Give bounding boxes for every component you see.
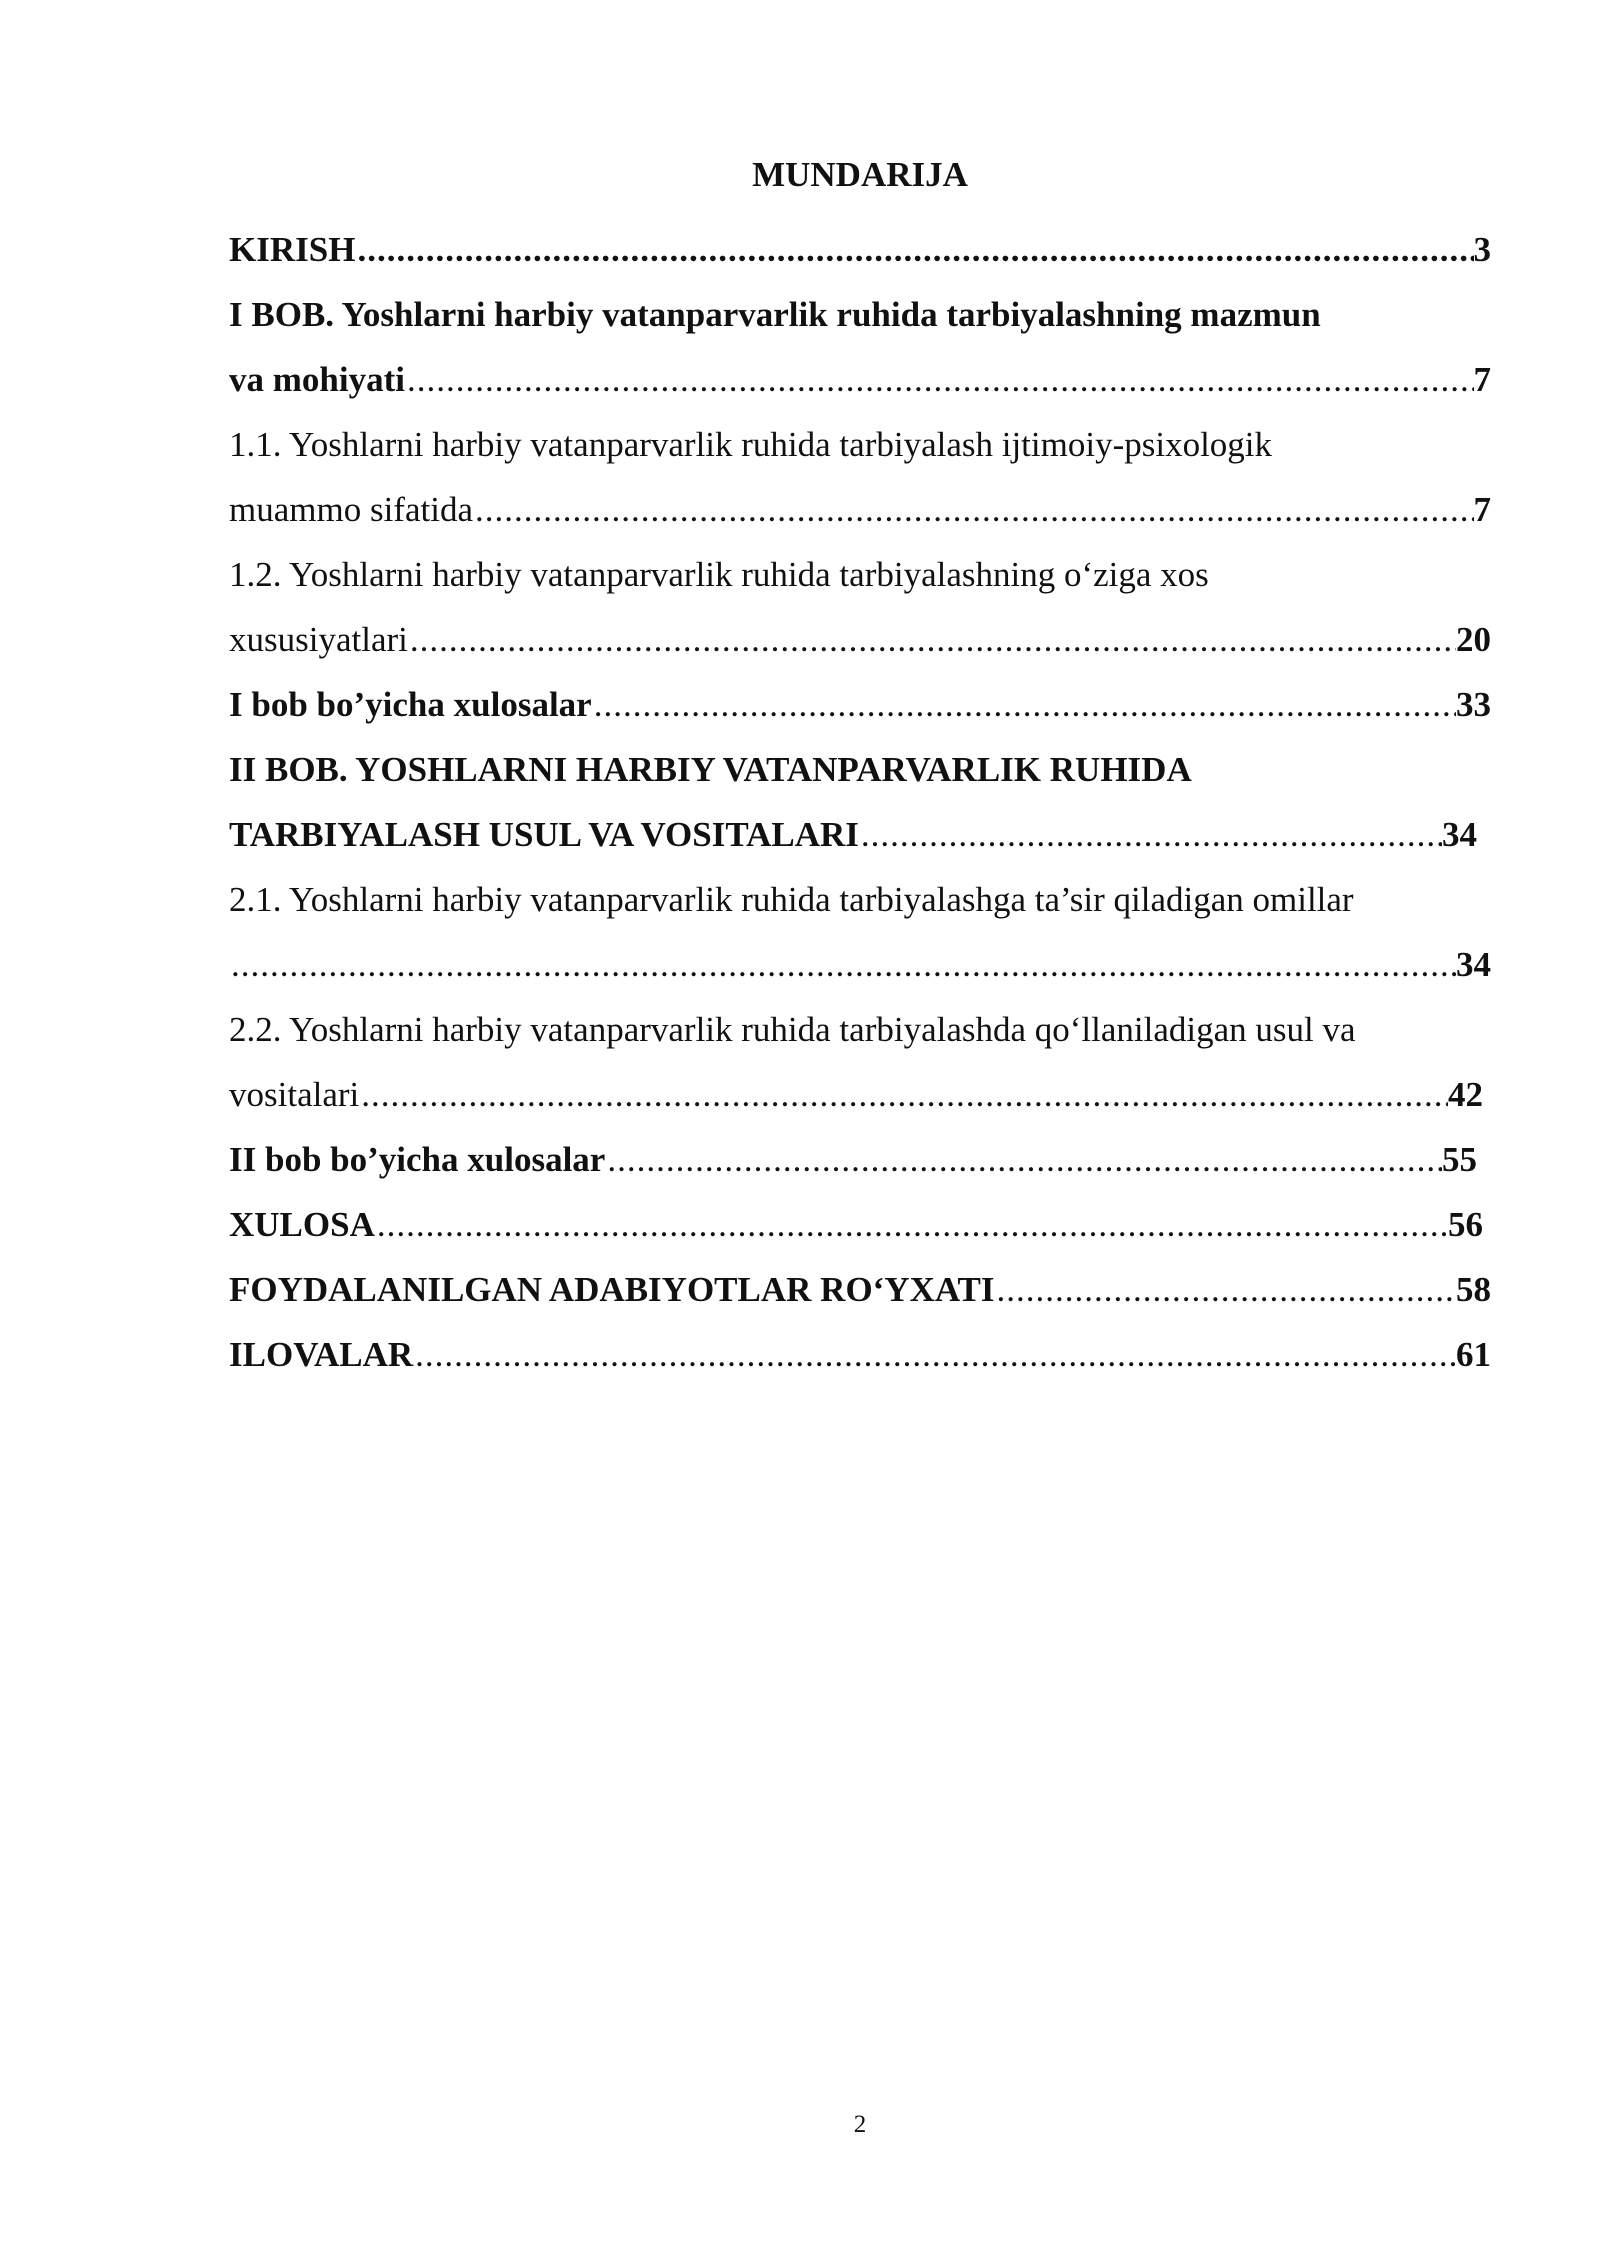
toc-page-number: 34	[1456, 945, 1491, 984]
toc-entry-label: ILOVALAR	[229, 1335, 414, 1374]
toc-title: MUNDARIJA	[752, 155, 968, 194]
toc-page-number: 56	[1448, 1205, 1483, 1244]
toc-entry-bob2-line2[interactable]	[229, 802, 1491, 867]
toc-entry-label: 1.1. Yoshlarni harbiy vatanparvarlik ruhida tarbiyalash ijtimoiy-psixologik	[229, 425, 1273, 464]
table-of-contents	[229, 217, 1491, 1387]
toc-entry-2-2-line1[interactable]	[229, 997, 1491, 1062]
toc-entry-label: II bob bo’yicha xulosalar	[229, 1140, 606, 1179]
dot-leader	[413, 1322, 1456, 1387]
dot-leader	[408, 607, 1456, 672]
toc-entry-xulosa1[interactable]	[229, 672, 1491, 737]
dot-leader	[473, 477, 1474, 542]
toc-entry-label: TARBIYALASH USUL VA VOSITALARI	[229, 815, 859, 854]
toc-page-number: 34	[1442, 815, 1477, 854]
dot-leader	[592, 672, 1456, 737]
dot-leader	[605, 1127, 1442, 1192]
toc-entry-kirish[interactable]	[229, 217, 1491, 282]
toc-entry-label: va mohiyati	[229, 360, 405, 399]
toc-entry-label: muammo sifatida	[229, 490, 473, 529]
toc-entry-label: 1.2. Yoshlarni harbiy vatanparvarlik ruhida tarbiyalashning o‘ziga xos	[229, 555, 1209, 594]
toc-entry-label: II BOB. YOSHLARNI HARBIY VATANPARVARLIK RUHIDA	[229, 750, 1192, 789]
dot-leader	[859, 802, 1442, 867]
toc-entry-label: 2.2. Yoshlarni harbiy vatanparvarlik ruhida tarbiyalashda qo‘llaniladigan usul va	[229, 1010, 1356, 1049]
toc-entry-adabiyotlar[interactable]	[229, 1257, 1491, 1322]
toc-page-number: 33	[1456, 685, 1491, 724]
page-number: 2	[853, 2111, 867, 2138]
toc-page-number: 61	[1456, 1335, 1491, 1374]
toc-entry-label: xususiyatlari	[229, 620, 408, 659]
toc-entry-1-1-line1[interactable]	[229, 412, 1491, 477]
dot-leader	[405, 347, 1474, 412]
toc-page-number: 55	[1442, 1140, 1477, 1179]
toc-page-number: 58	[1456, 1270, 1491, 1309]
toc-entry-1-2-line1[interactable]	[229, 542, 1491, 607]
toc-page-number: 7	[1473, 360, 1491, 399]
toc-page-number: 20	[1456, 620, 1491, 659]
toc-entry-2-1-line2[interactable]	[229, 932, 1491, 997]
dot-leader	[995, 1257, 1456, 1322]
toc-entry-label: 2.1. Yoshlarni harbiy vatanparvarlik ruhida tarbiyalashga ta’sir qiladigan omillar	[229, 880, 1354, 919]
toc-page-number: 7	[1473, 490, 1491, 529]
dot-leader	[375, 1192, 1448, 1257]
toc-entry-2-2-line2[interactable]	[229, 1062, 1491, 1127]
toc-entry-label: I bob bo’yicha xulosalar	[229, 685, 592, 724]
toc-page-number: 42	[1448, 1075, 1483, 1114]
toc-entry-label: KIRISH	[229, 230, 356, 269]
toc-entry-1-1-line2[interactable]	[229, 477, 1491, 542]
toc-entry-ilovalar[interactable]	[229, 1322, 1491, 1387]
toc-entry-label: FOYDALANILGAN ADABIYOTLAR RO‘YXATI	[229, 1270, 995, 1309]
toc-entry-bob2-line1[interactable]	[229, 737, 1491, 802]
dot-leader	[359, 1062, 1448, 1127]
toc-entry-bob1-line2[interactable]	[229, 347, 1491, 412]
dot-leader	[229, 932, 1456, 997]
toc-entry-xulosa2[interactable]	[229, 1127, 1491, 1192]
toc-entry-xulosa[interactable]	[229, 1192, 1491, 1257]
toc-entry-1-2-line2[interactable]	[229, 607, 1491, 672]
toc-page-number: 3	[1473, 230, 1491, 269]
dot-leader	[355, 217, 1473, 282]
toc-entry-bob1-line1[interactable]	[229, 282, 1491, 347]
toc-entry-2-1-line1[interactable]	[229, 867, 1491, 932]
toc-entry-label: vositalari	[229, 1075, 360, 1114]
toc-entry-label: I BOB. Yoshlarni harbiy vatanparvarlik ruhida tarbiyalashning mazmun	[229, 295, 1321, 334]
toc-entry-label: XULOSA	[229, 1205, 375, 1244]
